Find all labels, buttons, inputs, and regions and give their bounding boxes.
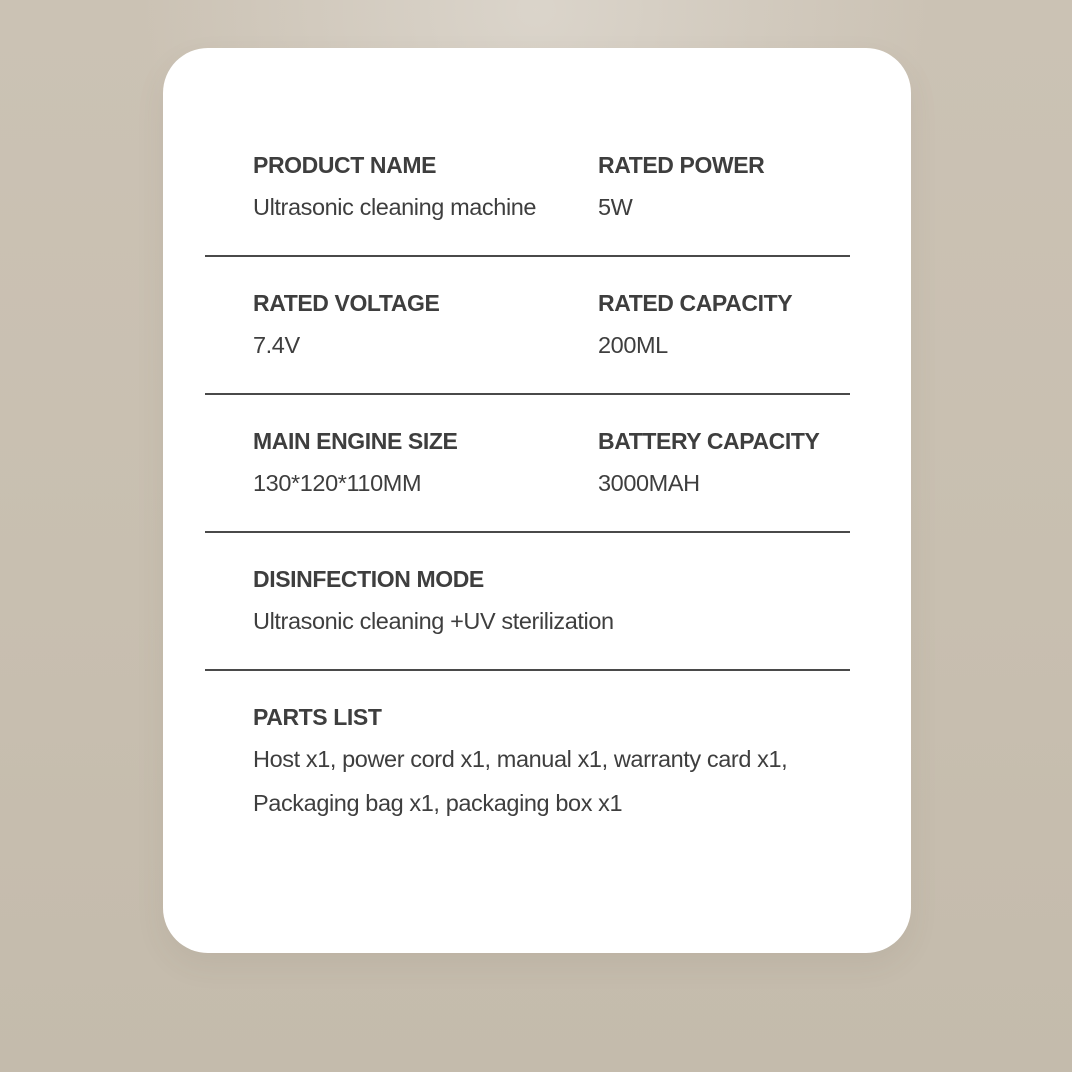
spec-section-size [163,427,911,497]
spec-value: Host x1, power cord x1, manual x1, warranty card x1, [253,746,788,772]
spec-label: MAIN ENGINE SIZE [253,428,458,454]
spec-section-parts [163,703,911,817]
spec-value: Packaging bag x1, packaging box x1 [253,790,623,816]
spec-field-rated-capacity [598,289,851,359]
spec-field-parts-list [253,703,851,817]
spec-label: BATTERY CAPACITY [598,428,820,454]
spec-value: 130*120*110MM [253,470,422,496]
spec-label: RATED CAPACITY [598,290,793,316]
spec-field-disinfection-mode [253,565,851,635]
spec-label: PRODUCT NAME [253,152,437,178]
spec-card [163,48,911,953]
section-divider [205,669,850,671]
spec-section-product [163,151,911,221]
spec-field-battery-capacity [598,427,851,497]
section-divider [205,393,850,395]
spec-label: RATED POWER [598,152,765,178]
spec-row [253,427,851,497]
spec-row [253,289,851,359]
spec-label: DISINFECTION MODE [253,566,484,592]
spec-value: Ultrasonic cleaning machine [253,194,537,220]
spec-field-product-name [253,151,598,221]
spec-value: Ultrasonic cleaning +UV sterilization [253,608,614,634]
spec-value: 5W [598,194,633,220]
spec-field-rated-voltage [253,289,598,359]
spec-value: 7.4V [253,332,300,358]
spec-card-content [163,48,911,817]
spec-row [253,151,851,221]
section-divider [205,531,850,533]
section-divider [205,255,850,257]
spec-label: PARTS LIST [253,704,382,730]
spec-value: 3000MAH [598,470,700,496]
spec-section-disinfection [163,565,911,635]
spec-section-voltage [163,289,911,359]
spec-value: 200ML [598,332,668,358]
spec-field-main-engine-size [253,427,598,497]
spec-field-rated-power [598,151,851,221]
spec-label: RATED VOLTAGE [253,290,440,316]
